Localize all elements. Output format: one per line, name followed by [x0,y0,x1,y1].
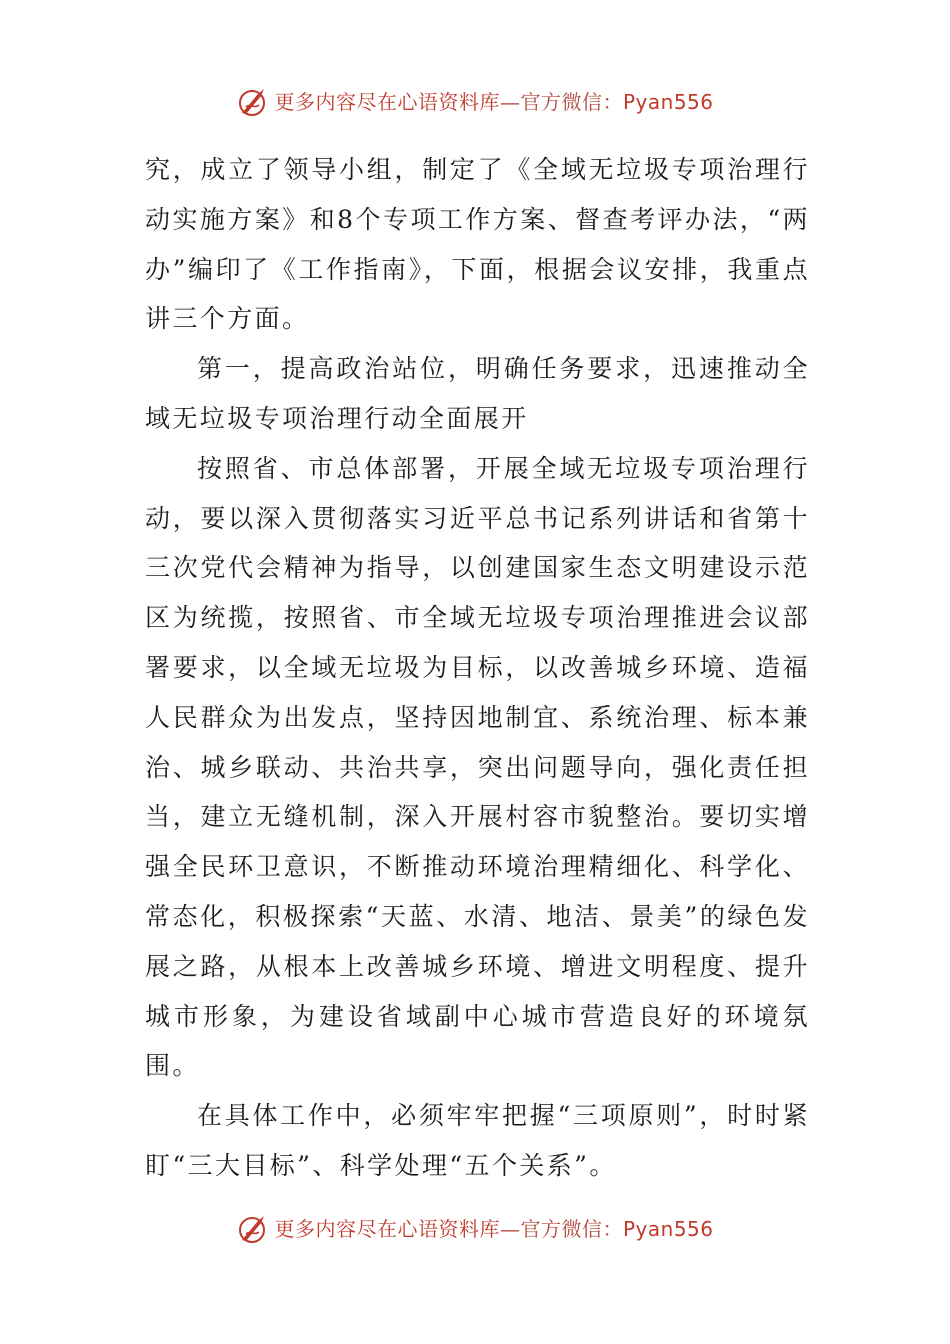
document-body [145,145,810,1191]
watermark-text-bottom: 更多内容尽在心语资料库—官方微信：Pyan556 [274,1217,714,1241]
pen-nib-logo-icon [236,85,270,119]
watermark-text-top: 更多内容尽在心语资料库—官方微信：Pyan556 [274,90,714,114]
paragraph-deployment: 按照省、市总体部署，开展全域无垃圾专项治理行动，要以深入贯彻落实习近平总书记系列讲话和省第十三次党代会精神为指导，以创建国家生态文明建设示范区为统揽，按照省、市全域无垃圾专项治理推进会议部署要求，以全域无垃圾为目标，以改善城乡环境、造福人民群众为出发点，坚持因地制宜、系统治理、标本兼治、城乡联动、共治共享，突出问题导向，强化责任担当，建立无缝机制，深入开展村容市貌整治。要切实增强全民环卫意识，不断推动环境治理精细化、科学化、常态化，积极探索“天蓝、水清、地洁、景美”的绿色发展之路，从根本上改善城乡环境、增进文明程度、提升城市形象，为建设省域副中心城市营造良好的环境氛围。 [145,453,810,1081]
pen-nib-logo-icon [236,1212,270,1246]
watermark-banner-top [0,82,950,122]
paragraph-principles: 在具体工作中，必须牢牢把握“三项原则”，时时紧盯“三大目标”、科学处理“五个关系”。 [145,1101,810,1180]
watermark-banner-bottom [0,1209,950,1249]
section-heading-first: 第一，提高政治站位，明确任务要求，迅速推动全域无垃圾专项治理行动全面展开 [145,354,810,433]
paragraph-continuation: 究，成立了领导小组，制定了《全域无垃圾专项治理行动实施方案》和8个专项工作方案、督查考评办法，“两办”编印了《工作指南》，下面，根据会议安排，我重点讲三个方面。 [145,155,810,334]
